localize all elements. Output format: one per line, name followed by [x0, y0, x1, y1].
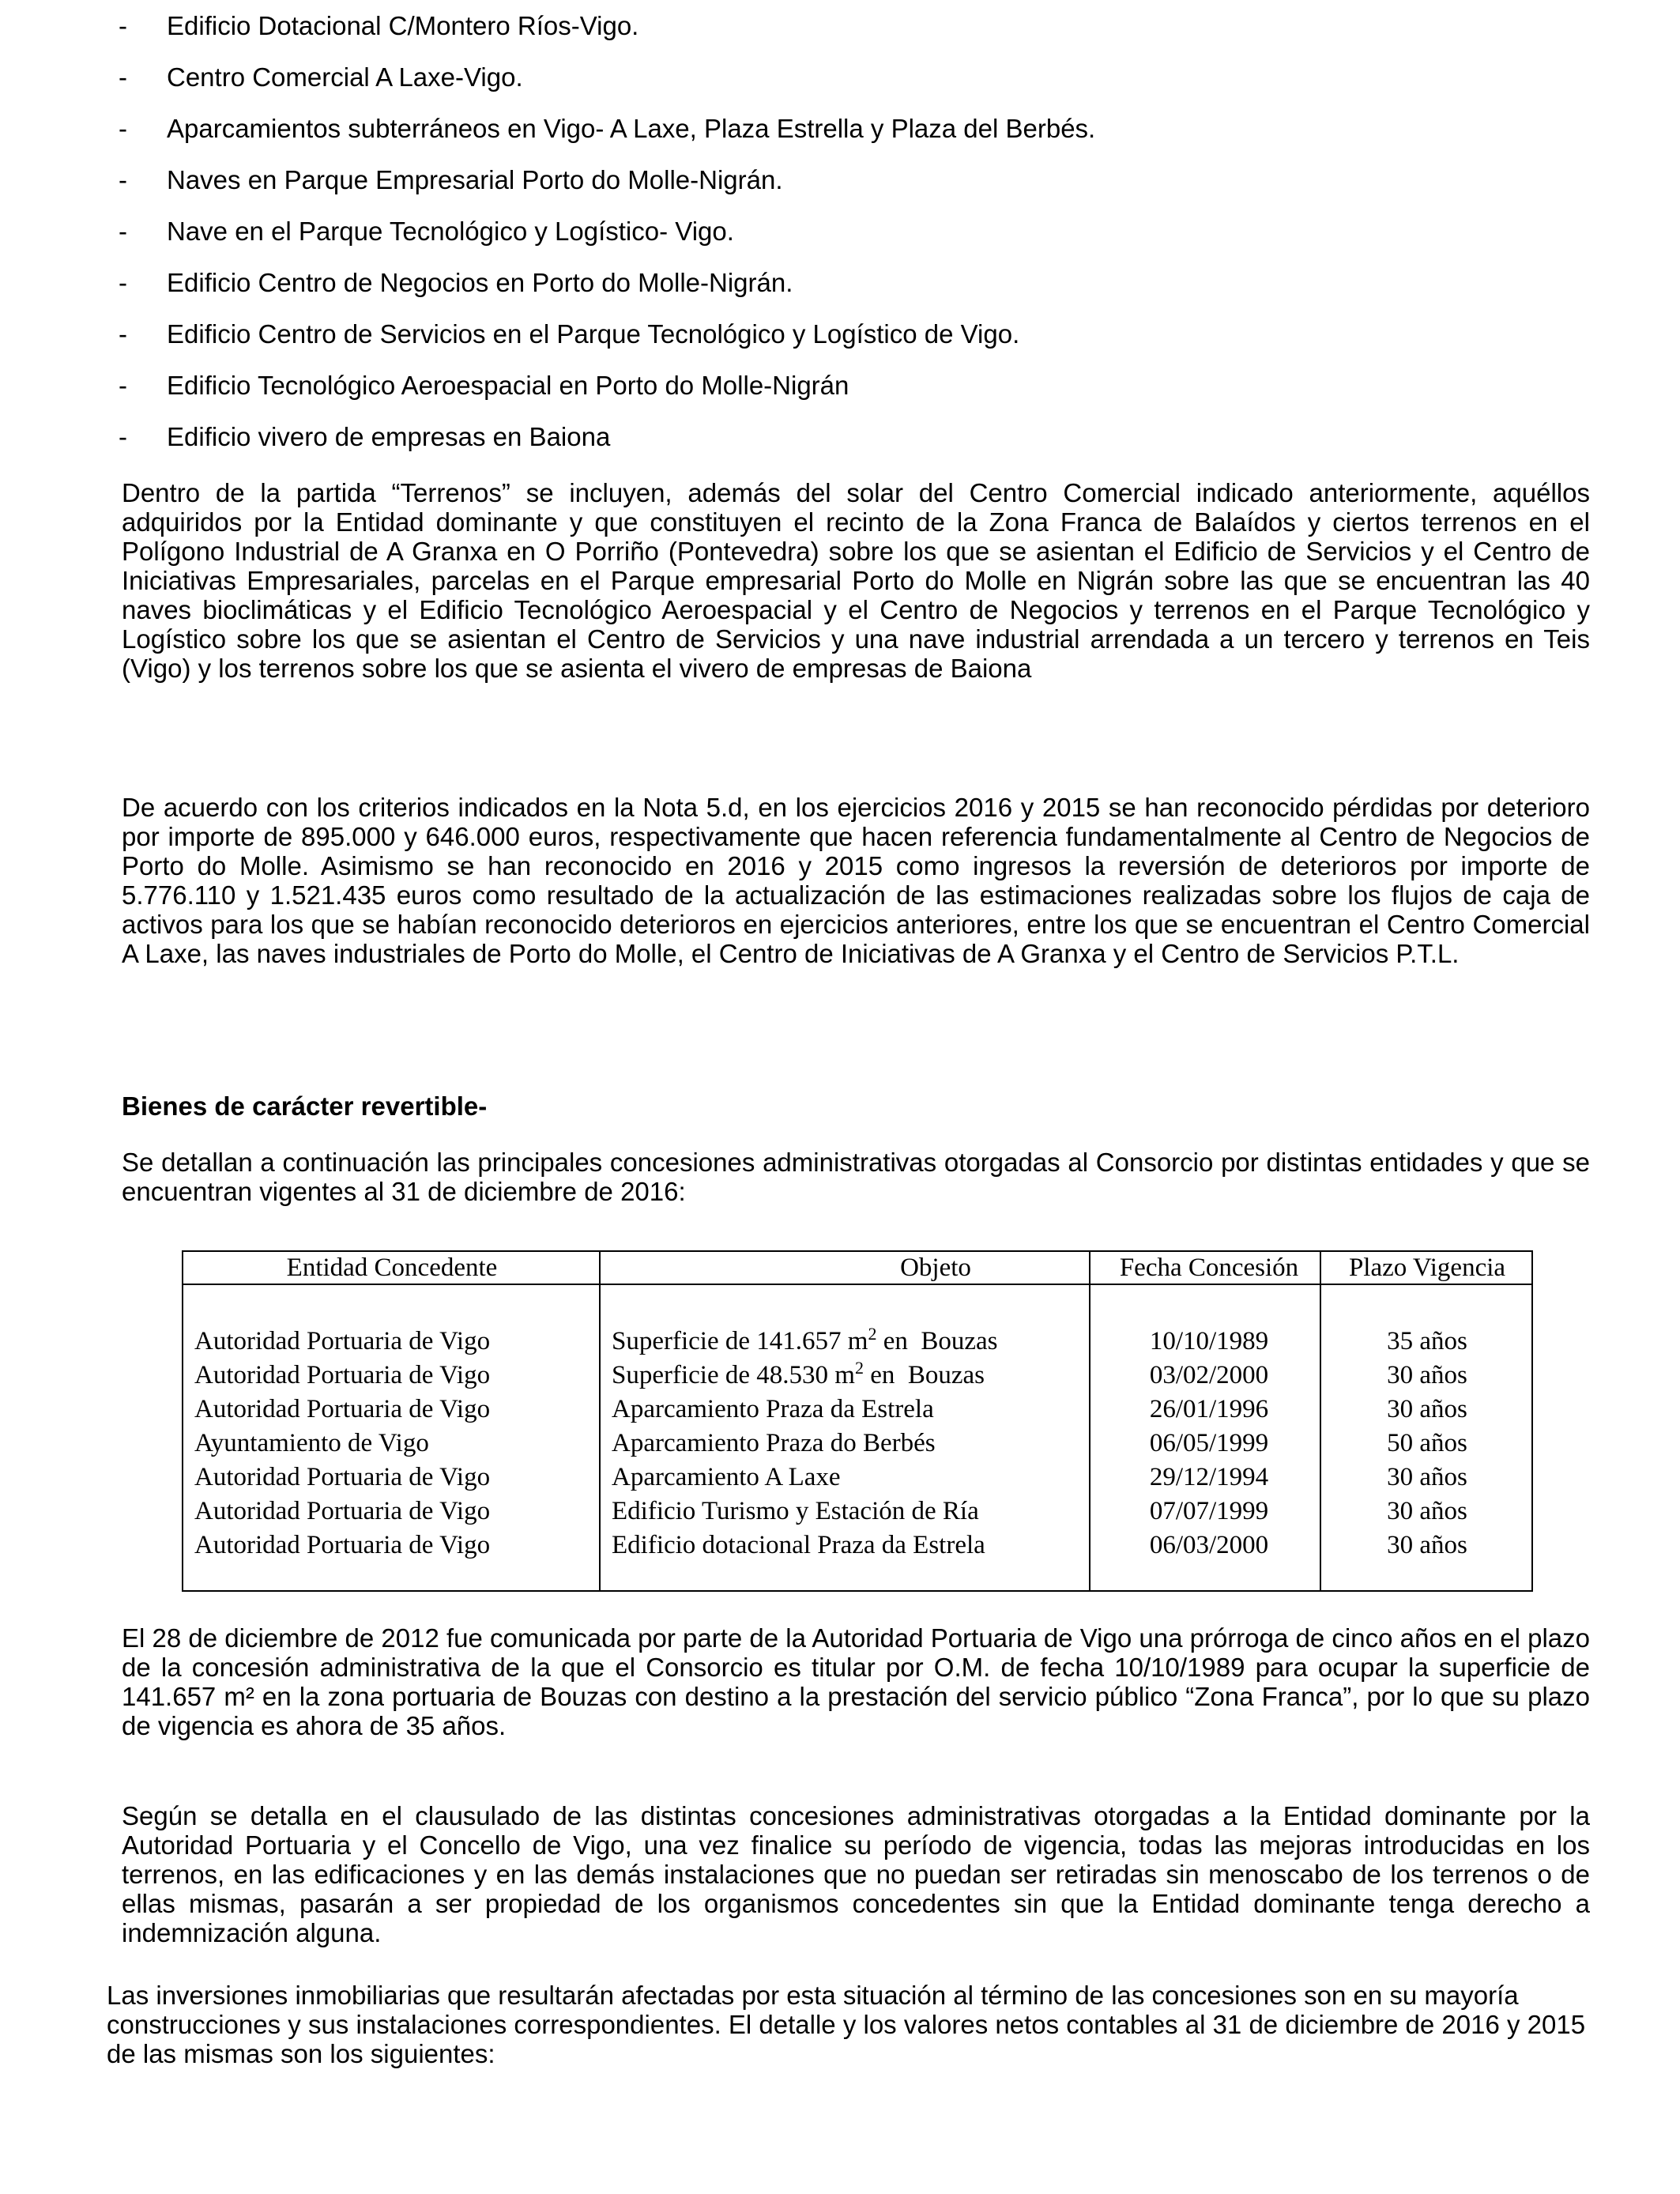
list-item: [119, 6, 1620, 58]
table-row: [183, 1393, 1531, 1427]
section-heading: Bienes de carácter revertible-: [122, 1091, 488, 1121]
list-dash: -: [119, 422, 127, 451]
deterioro-paragraph: De acuerdo con los criterios indicados en la Nota 5.d, en los ejercicios 2016 y 2015 se han reconocido pérdidas por deterioro por importe de 895.000 y 646.000 euros, respectivamente que hacen referencia fundamentalmente al Centro de Negocios de Porto do Molle. Asimismo se han reconocido en 2016 y 2015 como ingresos la reversión de deterioros por importe de 5.776.110 y 1.521.435 euros como resultado de la actualización de las estimaciones realizadas sobre los flujos de caja de activos para los que se habían reconocido deterioros en ejercicios anteriores, entre los que se encuentran el Centro Comercial A Laxe, las naves industriales de Porto do Molle, el Centro de Iniciativas de A Granxa y el Centro de Servicios P.T.L.: [122, 793, 1590, 968]
cell-fecha: 06/05/1999: [1149, 1429, 1269, 1457]
table-row: [183, 1427, 1531, 1461]
list-item-text: Edificio vivero de empresas en Baiona: [167, 422, 611, 451]
cell-entidad: Ayuntamiento de Vigo: [194, 1429, 429, 1457]
cell-fecha: 26/01/1996: [1149, 1395, 1269, 1423]
intro-paragraph: Se detallan a continuación las principales concesiones administrativas otorgadas al Consorcio por distintas entidades y que se encuentran vigentes al 31 de diciembre de 2016:: [122, 1148, 1590, 1206]
table-row: [183, 1359, 1531, 1393]
cell-plazo: 30 años: [1387, 1463, 1467, 1491]
clausulado-paragraph: Según se detalla en el clausulado de las distintas concesiones administrativas otorgadas a la Entidad dominante por la Autoridad Portuaria y el Concello de Vigo, una vez finalice su período de vigencia, todas las mejoras introducidas en los terrenos, en las edificaciones y en las demás instalaciones que no puedan ser retiradas sin menoscabo de los terrenos o de ellas mismas, pasarán a ser propiedad de los organismos concedentes sin que la Entidad dominante tenga derecho a indemnización alguna.: [122, 1801, 1590, 1947]
list-item: [119, 212, 1620, 263]
cell-objeto: Edificio Turismo y Estación de Ría: [612, 1497, 979, 1525]
inversiones-paragraph: Las inversiones inmobiliarias que resultarán afectadas por esta situación al término de las concesiones son en su mayoría construcciones y sus instalaciones correspondientes. El detalle y los valores netos contables al 31 de diciembre de 2016 y 2015 de las mismas son los siguientes:: [107, 1981, 1586, 2068]
cell-objeto-superscript: 2: [854, 1358, 864, 1378]
list-dash: -: [119, 165, 127, 194]
table-row: [183, 1495, 1531, 1529]
list-item-text: Naves en Parque Empresarial Porto do Molle-Nigrán.: [167, 165, 783, 194]
terrenos-paragraph: Dentro de la partida “Terrenos” se incluyen, además del solar del Centro Comercial indicado anteriormente, aquéllos adquiridos por la Entidad dominante y que constituyen el recinto de la Zona Franca de Balaídos y ciertos terrenos en el Polígono Industrial de A Granxa en O Porriño (Pontevedra) sobre los que se asientan el Edificio de Servicios y el Centro de Iniciativas Empresariales, parcelas en el Parque empresarial Porto do Molle en Nigrán sobre las que se encuentran las 40 naves bioclimáticas y el Edificio Tecnológico Aeroespacial y el Centro de Negocios y terrenos en el Parque Tecnológico y Logístico sobre los que se asientan el Centro de Servicios y una nave industrial arrendada a un tercero y terrenos en Teis (Vigo) y los terrenos sobre los que se asienta el vivero de empresas de Baiona: [122, 478, 1590, 683]
list-item-text: Edificio Centro de Servicios en el Parque Tecnológico y Logístico de Vigo.: [167, 319, 1020, 349]
cell-objeto: [612, 1325, 1094, 1359]
list-item-text: Aparcamientos subterráneos en Vigo- A Laxe, Plaza Estrella y Plaza del Berbés.: [167, 114, 1096, 143]
table-header-fecha: Fecha Concesión: [1119, 1253, 1299, 1282]
cell-objeto-superscript: 2: [868, 1324, 877, 1344]
cell-entidad: Autoridad Portuaria de Vigo: [194, 1531, 491, 1559]
property-list: [119, 6, 1620, 469]
list-item: [119, 58, 1620, 109]
cell-objeto: Aparcamiento Praza do Berbés: [612, 1429, 936, 1457]
cell-plazo: 50 años: [1387, 1429, 1467, 1457]
table-body: [183, 1325, 1531, 1563]
cell-objeto-text: Superficie de 141.657 m: [612, 1327, 868, 1355]
list-dash: -: [119, 11, 127, 40]
cell-entidad: Autoridad Portuaria de Vigo: [194, 1497, 491, 1525]
table-header-entidad: Entidad Concedente: [286, 1253, 498, 1282]
table-row: [183, 1325, 1531, 1359]
list-item: [119, 263, 1620, 315]
cell-objeto: Edificio dotacional Praza da Estrela: [612, 1531, 985, 1559]
list-dash: -: [119, 114, 127, 143]
list-item-text: Edificio Tecnológico Aeroespacial en Porto do Molle-Nigrán: [167, 371, 849, 400]
list-item-text: Edificio Dotacional C/Montero Ríos-Vigo.: [167, 11, 639, 40]
cell-fecha: 06/03/2000: [1149, 1531, 1269, 1559]
cell-entidad: Autoridad Portuaria de Vigo: [194, 1463, 491, 1491]
list-item-text: Nave en el Parque Tecnológico y Logístico- Vigo.: [167, 217, 734, 246]
cell-objeto-text: Superficie de 48.530 m: [612, 1361, 855, 1389]
cell-plazo: 30 años: [1387, 1395, 1467, 1423]
prorroga-paragraph: El 28 de diciembre de 2012 fue comunicada por parte de la Autoridad Portuaria de Vigo una prórroga de cinco años en el plazo de la concesión administrativa de la que el Consorcio es titular por O.M. de fecha 10/10/1989 para ocupar la superficie de 141.657 m² en la zona portuaria de Bouzas con destino a la prestación del servicio público “Zona Franca”, por lo que su plazo de vigencia es ahora de 35 años.: [122, 1623, 1590, 1740]
list-item-text: Edificio Centro de Negocios en Porto do Molle-Nigrán.: [167, 268, 793, 297]
table-header-plazo: Plazo Vigencia: [1348, 1253, 1506, 1282]
list-dash: -: [119, 62, 127, 92]
list-item: [119, 417, 1620, 469]
cell-fecha: 07/07/1999: [1149, 1497, 1269, 1525]
cell-objeto: Aparcamiento Praza da Estrela: [612, 1395, 934, 1423]
list-item-text: Centro Comercial A Laxe-Vigo.: [167, 62, 523, 92]
list-item: [119, 109, 1620, 160]
cell-objeto-suffix: en Bouzas: [876, 1327, 998, 1355]
cell-objeto: Aparcamiento A Laxe: [612, 1463, 841, 1491]
list-item: [119, 366, 1620, 417]
table-header-objeto-centered: [601, 1252, 1089, 1284]
list-item: [119, 160, 1620, 212]
cell-plazo: 35 años: [1387, 1327, 1467, 1355]
list-item: [119, 315, 1620, 366]
cell-plazo: 30 años: [1387, 1531, 1467, 1559]
list-dash: -: [119, 217, 127, 246]
cell-plazo: 30 años: [1387, 1361, 1467, 1389]
cell-objeto: [612, 1359, 1094, 1393]
cell-entidad: Autoridad Portuaria de Vigo: [194, 1395, 491, 1423]
list-dash: -: [119, 319, 127, 349]
list-dash: -: [119, 268, 127, 297]
table-row: [183, 1529, 1531, 1563]
cell-entidad: Autoridad Portuaria de Vigo: [194, 1327, 491, 1355]
table-row: [183, 1461, 1531, 1495]
cell-fecha: 29/12/1994: [1149, 1463, 1269, 1491]
list-dash: -: [119, 371, 127, 400]
cell-objeto-suffix: en Bouzas: [863, 1361, 985, 1389]
cell-plazo: 30 años: [1387, 1497, 1467, 1525]
concessions-table: [182, 1250, 1533, 1592]
cell-fecha: 10/10/1989: [1149, 1327, 1269, 1355]
table-header-objeto: Objeto: [900, 1253, 971, 1282]
cell-fecha: 03/02/2000: [1149, 1361, 1269, 1389]
cell-entidad: Autoridad Portuaria de Vigo: [194, 1361, 491, 1389]
